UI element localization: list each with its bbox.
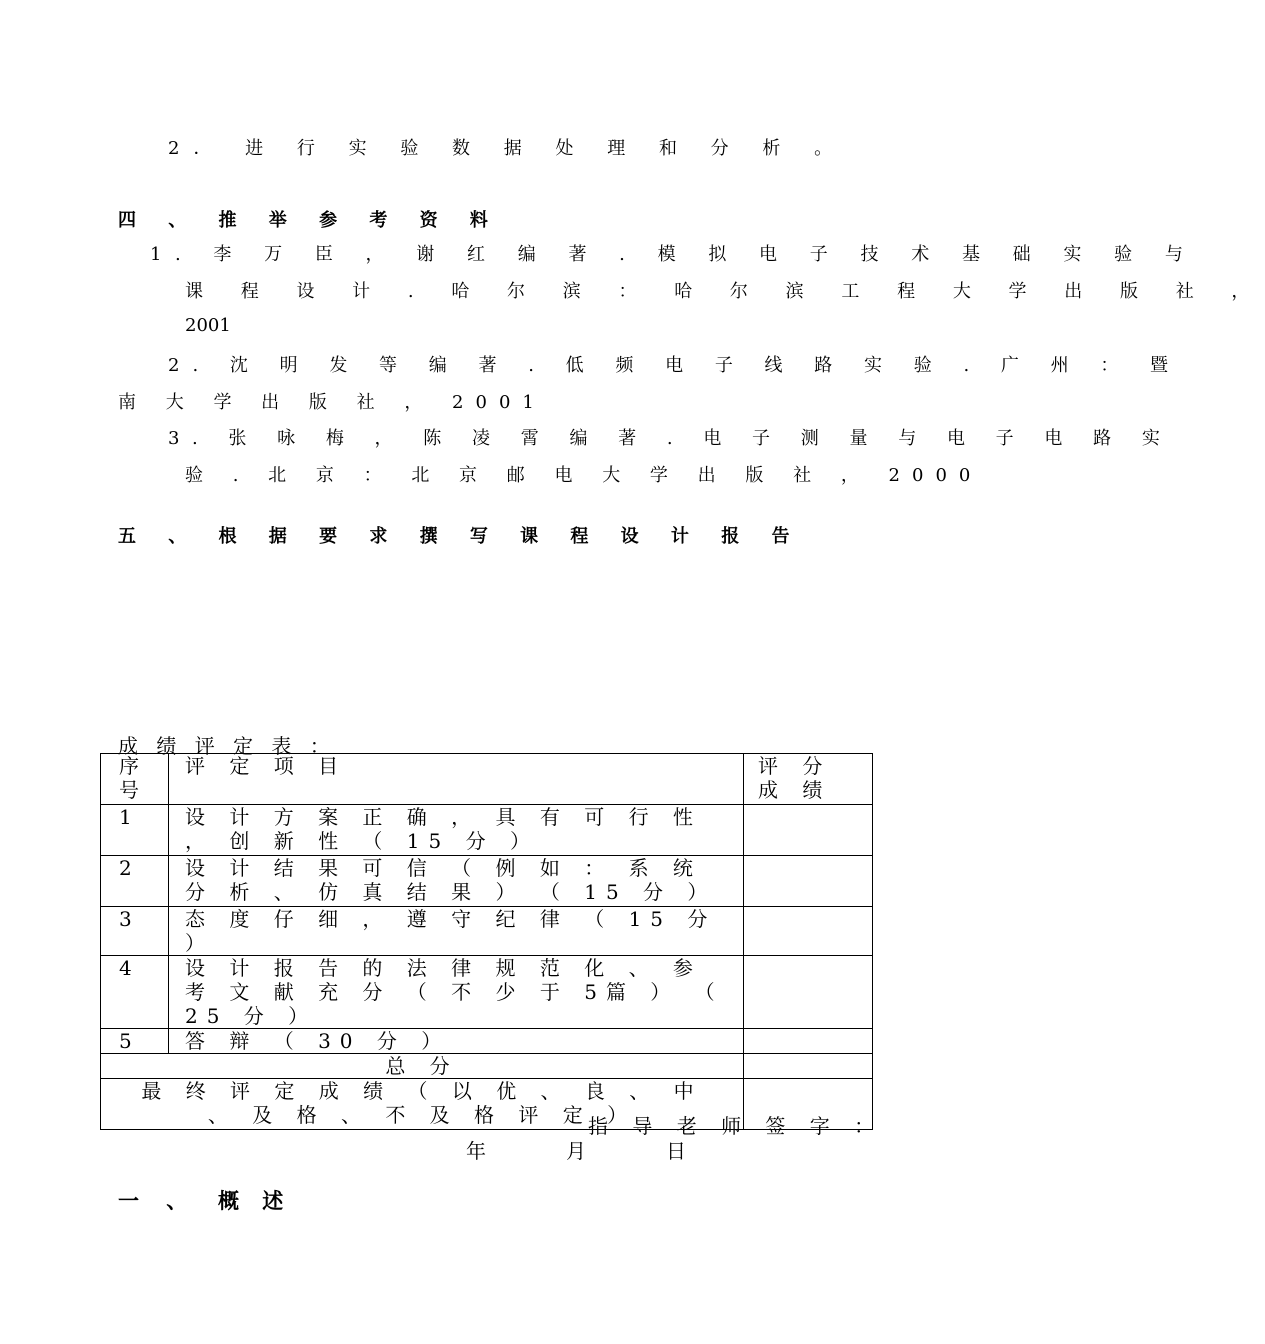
date-day: 日 [666, 1139, 698, 1163]
ref1-line1: 1. 李 万 臣 ， 谢 红 编 著 . 模 拟 电 子 技 术 基 础 实 验 与 [150, 244, 1197, 265]
row-item: 答 辩 （ 30 分 ） [169, 1029, 744, 1054]
row-score-cell[interactable] [744, 1029, 873, 1054]
ref3-line1: 3. 张 咏 梅 ， 陈 凌 霄 编 著 . 电 子 测 量 与 电 子 电 路 实 [168, 428, 1173, 449]
row-score-cell[interactable] [744, 805, 873, 856]
table-row [101, 956, 873, 1029]
row-no: 4 [101, 956, 169, 1029]
row-score-cell[interactable] [744, 907, 873, 956]
grade-table [100, 753, 873, 1130]
row-no: 1 [101, 805, 169, 856]
header-score: 评 分 成 绩 [744, 754, 873, 805]
total-score-cell[interactable] [744, 1054, 873, 1079]
section4-heading: 四 、 推 举 参 考 资 料 [118, 210, 501, 231]
section1-title: 概 述 [218, 1188, 292, 1213]
ref2-line1: 2. 沈 明 发 等 编 著 . 低 频 电 子 线 路 实 验 . 广 州 ： 暨 [168, 355, 1182, 376]
table-header-row [101, 754, 873, 805]
date-month: 月 [566, 1139, 598, 1163]
row-no: 2 [101, 856, 169, 907]
top-line: 2． 进 行 实 验 数 据 处 理 和 分 析 。 [168, 138, 847, 159]
table-row [101, 1029, 873, 1054]
row-item: 态 度 仔 细 ， 遵 守 纪 律 （ 15 分 ） [169, 907, 744, 956]
row-item: 设 计 报 告 的 法 律 规 范 化 、 参 考 文 献 充 分 （ 不 少 于 5篇 ） （ 25 分 ） [169, 956, 744, 1029]
header-no: 序号 [101, 754, 169, 805]
total-row [101, 1054, 873, 1079]
ref1-line2: 课 程 设 计 . 哈 尔 滨 ： 哈 尔 滨 工 程 大 学 出 版 社 ， [185, 281, 1265, 302]
row-no: 3 [101, 907, 169, 956]
signature-label: 指 导 老 师 签 字 ： [588, 1114, 884, 1138]
section1-number: 一 、 [118, 1188, 198, 1213]
table-row [101, 907, 873, 956]
row-no: 5 [101, 1029, 169, 1054]
total-label: 总 分 [101, 1054, 744, 1079]
table-row [101, 856, 873, 907]
table-row [101, 805, 873, 856]
section5-heading: 五 、 根 据 要 求 撰 写 课 程 设 计 报 告 [118, 526, 803, 547]
date-year: 年 [466, 1139, 498, 1163]
row-score-cell[interactable] [744, 856, 873, 907]
header-item: 评 定 项 目 [169, 754, 744, 805]
ref2-line2: 南 大 学 出 版 社 ， 2001 [118, 392, 546, 413]
row-score-cell[interactable] [744, 956, 873, 1029]
row-item: 设 计 结 果 可 信 （ 例 如 ： 系 统 分 析 、 仿 真 结 果 ） （ 15 分 ） [169, 856, 744, 907]
row-item: 设 计 方 案 正 确 ， 具 有 可 行 性 ， 创 新 性 （ 15 分 ） [169, 805, 744, 856]
ref3-line2: 验 . 北 京 ： 北 京 邮 电 大 学 出 版 社 ， 2000 [185, 465, 983, 486]
ref1-line3: 2001 [185, 315, 231, 336]
final-label: 最 终 评 定 成 绩 （ 以 优 、 良 、 中 、 及 格 、 不 及 格 评 定 ） [101, 1079, 744, 1130]
grade-table-caption: 成 绩 评 定 表 ： [118, 734, 336, 758]
